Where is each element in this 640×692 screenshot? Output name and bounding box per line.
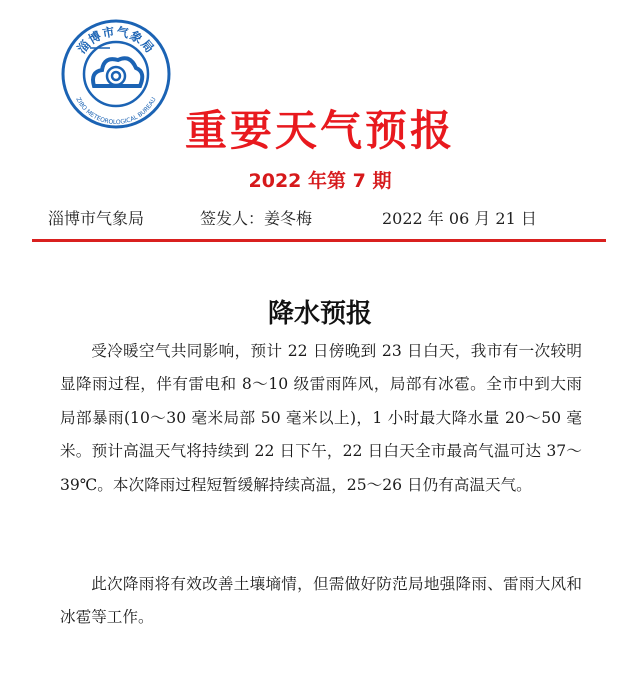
- issue-date: 2022 年 06 月 21 日: [382, 209, 537, 228]
- section-title: 降水预报: [267, 299, 372, 329]
- issue-number: 2022 年第 7 期: [248, 170, 392, 192]
- issuing-organization: 淄博市气象局: [48, 209, 145, 228]
- logo-arc-text-bottom: ZIBO METEOROLOGICAL BUREAU: [74, 96, 158, 127]
- body-paragraph: 受冷暖空气共同影响，预计 22 日傍晚到 23 日白天，我市有一次较明显降雨过程，伴有雷电和 8～10 级雷雨阵风，局部有冰雹。全市中到大雨局部暴雨(10～30 毫米局部 50 毫米以上)，1 小时最大降水量 20～50 毫米。预计高温天气将持续到 22 日下午，22 日白天全市最高气温可达 37～39℃。本次降雨过程短暂缓解持续高温，25～26 日仍有高温天气。: [60, 342, 582, 494]
- body-paragraph: 此次降雨将有效改善土壤墒情，但需做好防范局地强降雨、雷雨大风和冰雹等工作。: [60, 575, 582, 627]
- header-divider: [32, 239, 606, 242]
- signer: 签发人：姜冬梅: [200, 209, 313, 228]
- logo-arc-text-top: 淄博市气象局: [74, 24, 158, 57]
- document-title: 重要天气预报: [184, 106, 455, 155]
